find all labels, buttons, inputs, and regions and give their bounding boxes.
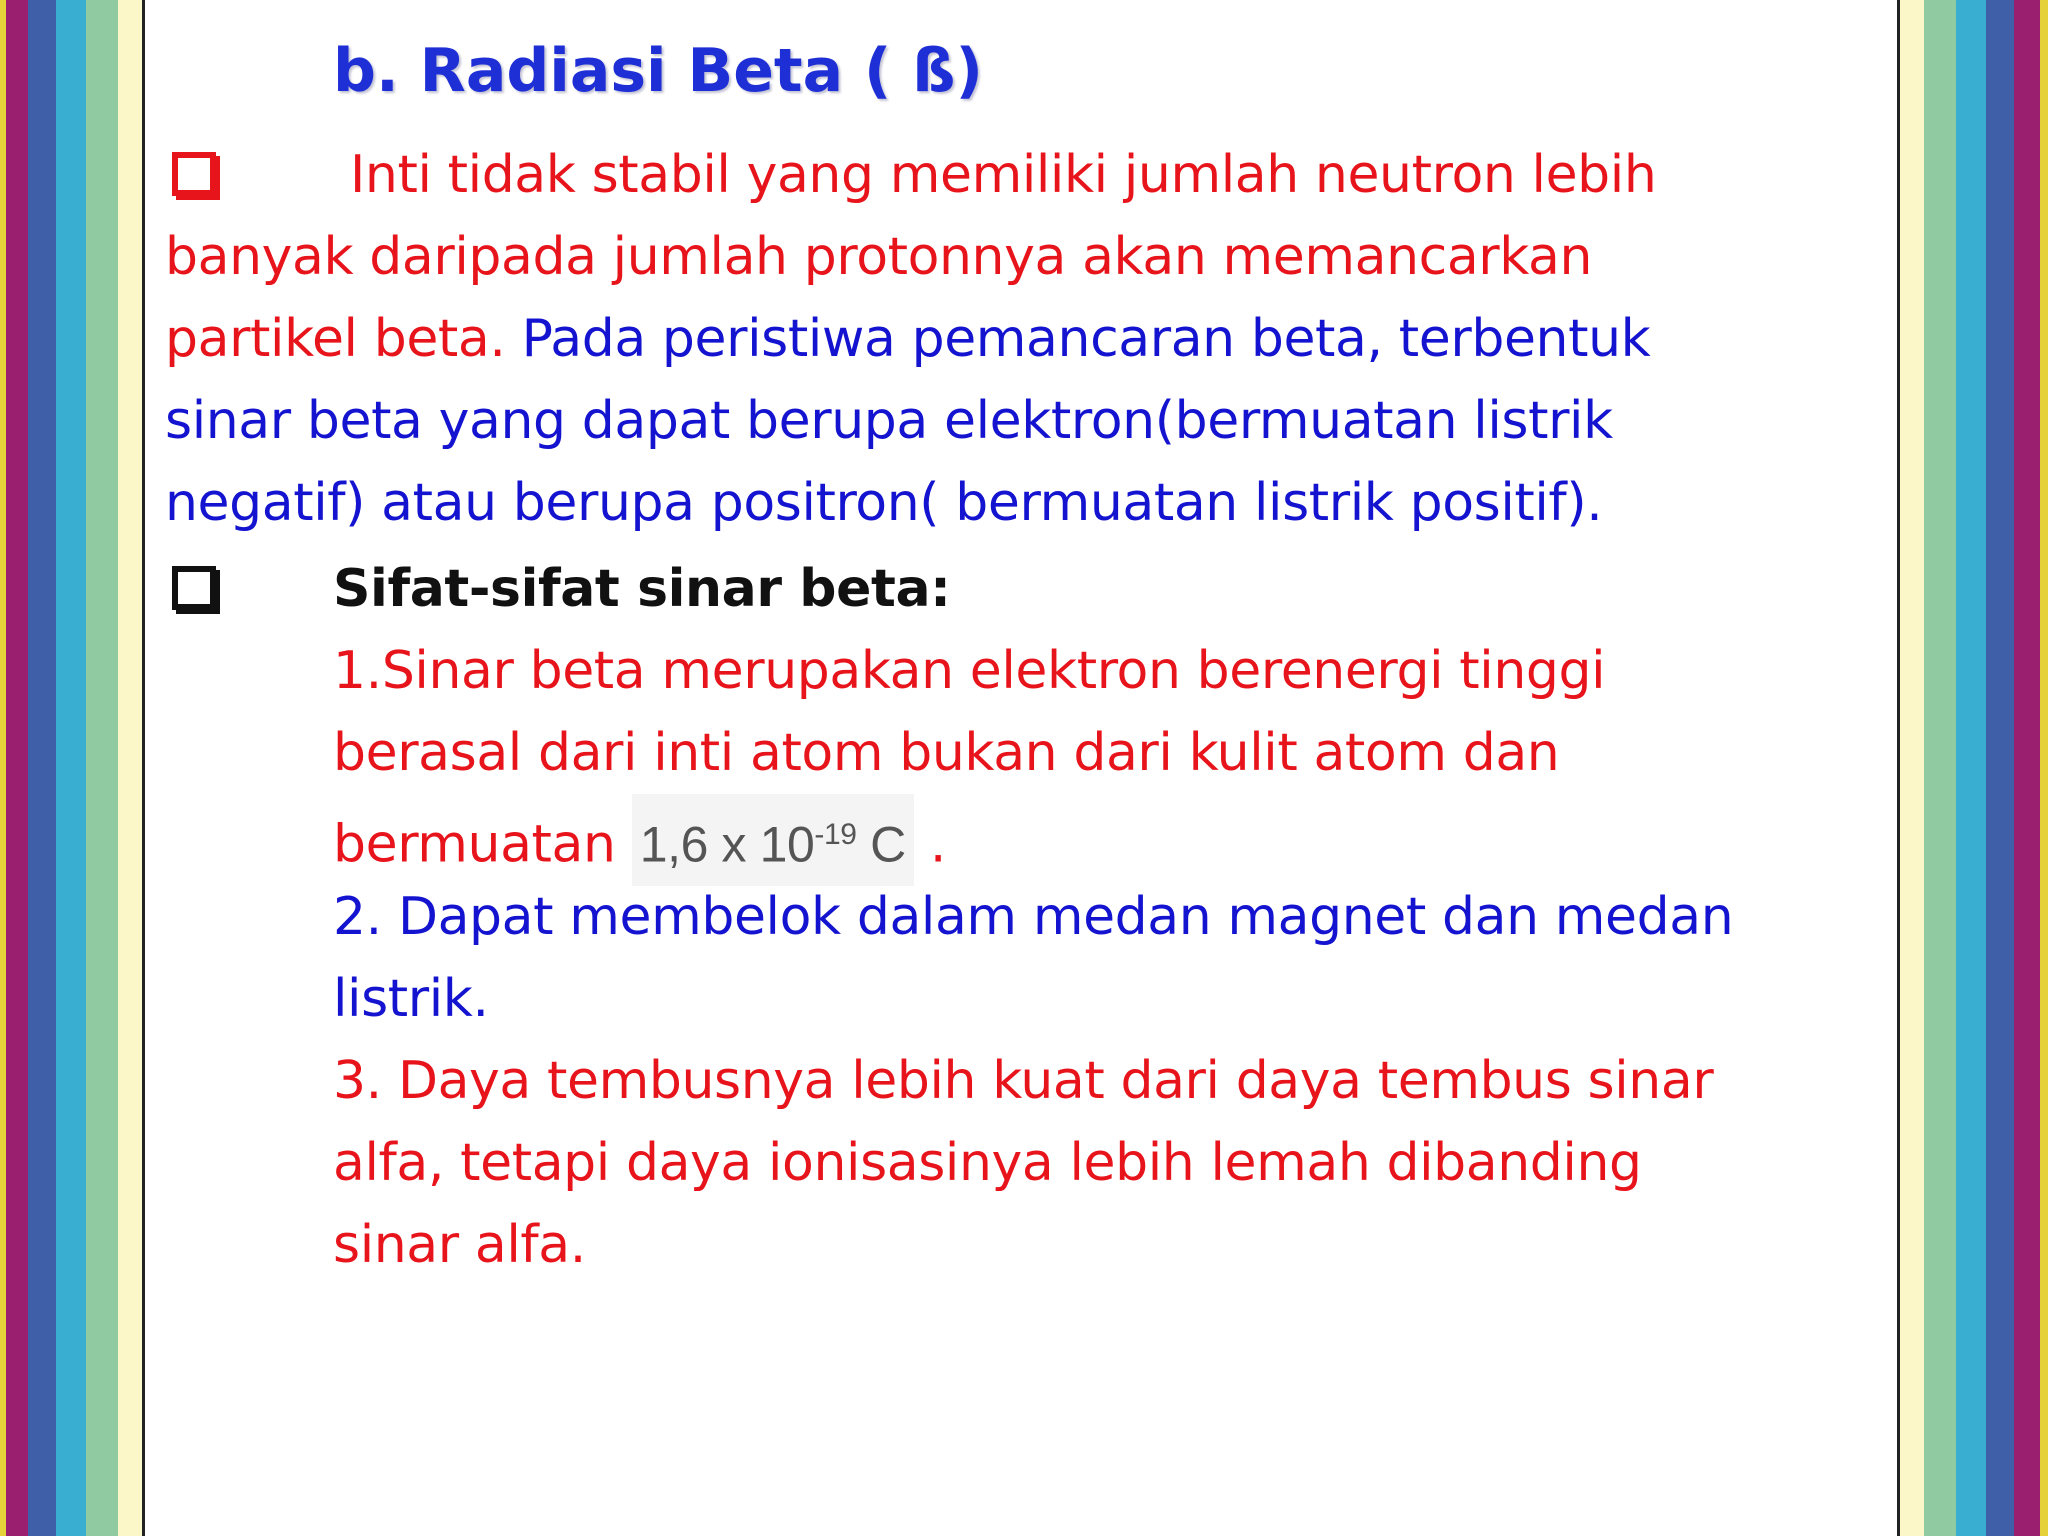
paragraph1-line3-blue: Pada peristiwa pemancaran beta, terbentuk	[505, 309, 1651, 369]
paragraph1-line3	[165, 298, 1650, 380]
property1-line3	[333, 794, 946, 886]
property1-end: .	[913, 814, 947, 875]
border-stripe-left-3	[28, 0, 56, 1536]
border-stripe-left-4	[56, 0, 86, 1536]
border-stripe-right-1	[1900, 0, 1924, 1536]
paragraph1-line5: negatif) atau berupa positron( bermuatan listrik positif).	[165, 473, 1603, 533]
property3-line3: sinar alfa.	[333, 1215, 586, 1275]
slide-title: b. Radiasi Beta ( ß)	[333, 36, 983, 106]
border-stripe-left-6	[118, 0, 142, 1536]
border-stripe-right-3	[1956, 0, 1986, 1536]
formula-exponent: -19	[814, 818, 857, 851]
property2-line1: 2. Dapat membelok dalam medan magnet dan medan	[333, 887, 1734, 947]
border-stripe-right-6	[2040, 0, 2048, 1536]
paragraph1-line2: banyak daripada jumlah protonnya akan memancarkan	[165, 227, 1593, 287]
border-stripe-right-4	[1986, 0, 2014, 1536]
paragraph1-line3-red: partikel beta.	[165, 309, 506, 369]
property1-line1: 1.Sinar beta merupakan elektron berenergi tinggi	[333, 641, 1606, 701]
paragraph1-line1: Inti tidak stabil yang memiliki jumlah neutron lebih	[350, 145, 1657, 205]
formula-unit: C	[856, 816, 906, 873]
checkbox-bullet-icon	[172, 566, 216, 610]
border-stripe-right-2	[1924, 0, 1956, 1536]
border-stripe-left-5	[86, 0, 118, 1536]
property1-line2: berasal dari inti atom bukan dari kulit atom dan	[333, 723, 1560, 783]
property3-line2: alfa, tetapi daya ionisasinya lebih lemah dibanding	[333, 1133, 1642, 1193]
border-stripe-right-5	[2014, 0, 2040, 1536]
border-stripe-left-2	[6, 0, 28, 1536]
checkbox-bullet-icon	[172, 152, 216, 196]
charge-formula	[632, 794, 914, 886]
property1-line3-text: bermuatan	[333, 814, 616, 875]
paragraph1-line4: sinar beta yang dapat berupa elektron(bermuatan listrik	[165, 391, 1613, 451]
property2-line2: listrik.	[333, 969, 489, 1029]
formula-base: 1,6 x 10	[639, 816, 815, 873]
section2-heading: Sifat-sifat sinar beta:	[333, 559, 951, 619]
property3-line1: 3. Daya tembusnya lebih kuat dari daya tembus sinar	[333, 1051, 1714, 1111]
